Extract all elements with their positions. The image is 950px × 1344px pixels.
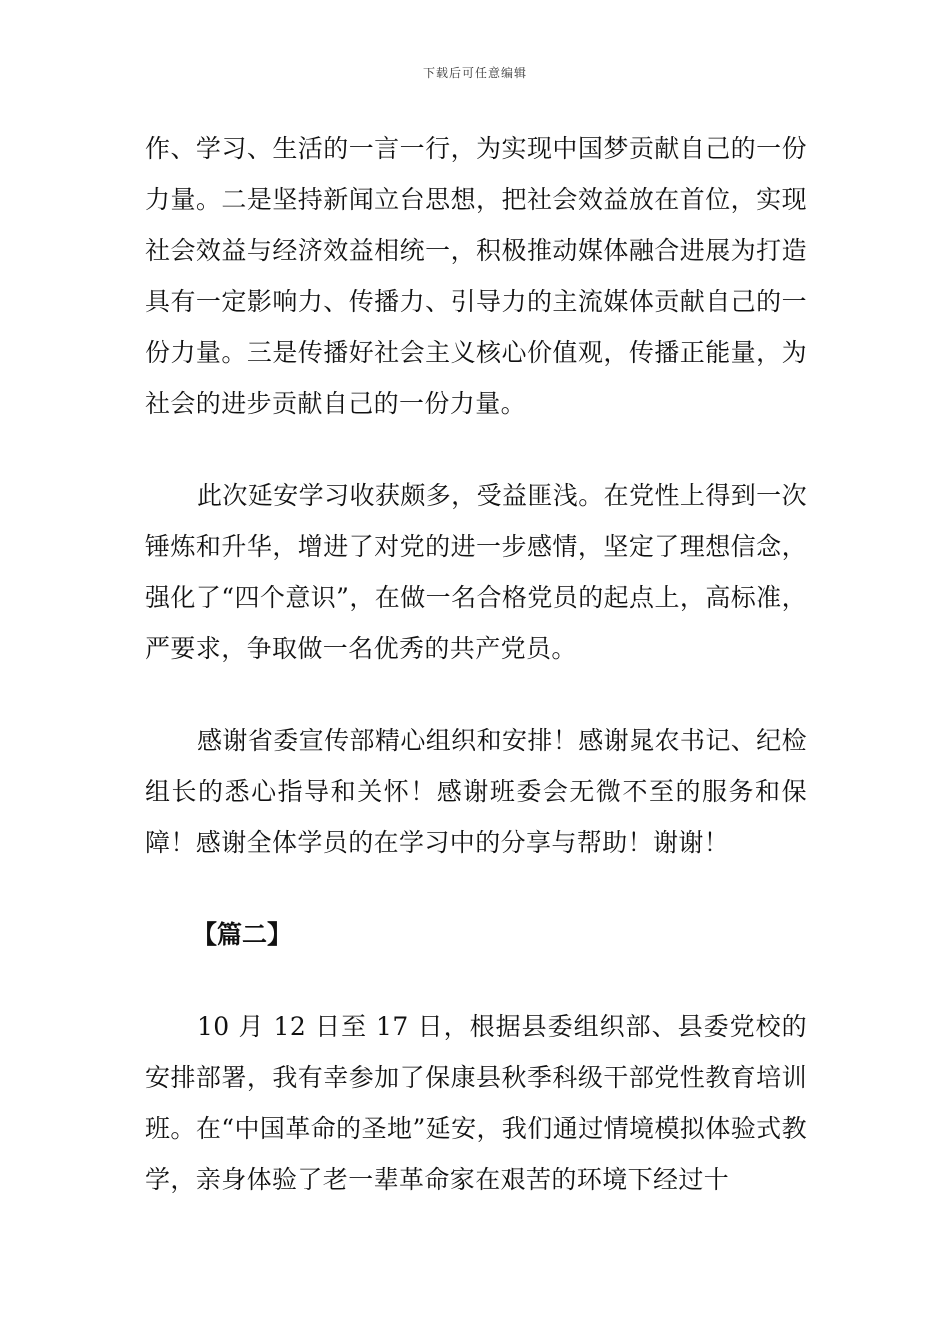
paragraph-section-two: 10 月 12 日至 17 日，根据县委组织部、县委党校的安排部署，我有幸参加了保康县秋季科级干部党性教育培训班。在“中国革命的圣地”延安，我们通过情境模拟体验式教学，亲身体验了老一辈革命家在艰苦的环境下经过十 bbox=[145, 1012, 807, 1194]
paragraph-yanan-summary: 此次延安学习收获颇多，受益匪浅。在党性上得到一次锤炼和升华，增进了对党的进一步感情，坚定了理想信念，强化了“四个意识”，在做一名合格党员的起点上，高标准，严要求，争取做一名优秀的共产党员。 bbox=[145, 481, 807, 663]
paragraph-thanks: 感谢省委宣传部精心组织和安排！感谢晁农书记、纪检组长的悉心指导和关怀！感谢班委会无微不至的服务和保障！感谢全体学员的在学习中的分享与帮助！谢谢！ bbox=[145, 726, 807, 857]
document-body bbox=[145, 123, 807, 1205]
page-header-note: 下载后可任意编辑 bbox=[422, 66, 527, 80]
paragraph-continuation: 作、学习、生活的一言一行，为实现中国梦贡献自己的一份力量。二是坚持新闻立台思想，把社会效益放在首位，实现社会效益与经济效益相统一，积极推动媒体融合进展为打造具有一定影响力、传播力、引导力的主流媒体贡献自己的一份力量。三是传播好社会主义核心价值观，传播正能量，为社会的进步贡献自己的一份力量。 bbox=[145, 134, 807, 418]
section-heading: 【篇二】 bbox=[192, 920, 293, 949]
